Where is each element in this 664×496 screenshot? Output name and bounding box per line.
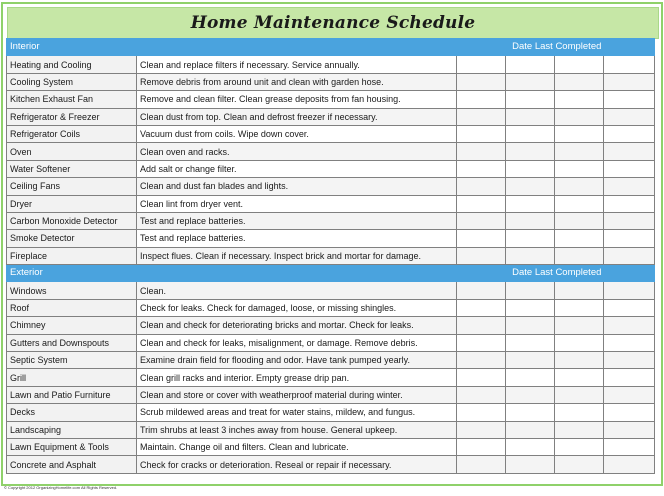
date-completed-cell[interactable]: [604, 143, 655, 160]
date-completed-cell[interactable]: [555, 456, 604, 473]
date-completed-cell[interactable]: [457, 125, 506, 142]
item-name: Lawn Equipment & Tools: [7, 438, 137, 455]
date-completed-cell[interactable]: [604, 108, 655, 125]
table-row: [7, 56, 655, 73]
item-name: Dryer: [7, 195, 137, 212]
table-row: [7, 352, 655, 369]
date-completed-cell[interactable]: [555, 282, 604, 299]
item-name: Windows: [7, 282, 137, 299]
table-row: [7, 404, 655, 421]
task-description: Clean grill racks and interior. Empty grease drip pan.: [137, 369, 457, 386]
task-description: Remove and clean filter. Clean grease deposits from fan housing.: [137, 91, 457, 108]
date-completed-cell[interactable]: [457, 317, 506, 334]
date-completed-cell[interactable]: [555, 230, 604, 247]
date-completed-cell[interactable]: [457, 299, 506, 316]
task-description: Check for leaks. Check for damaged, loose, or missing shingles.: [137, 299, 457, 316]
item-name: Cooling System: [7, 73, 137, 90]
date-completed-cell[interactable]: [555, 247, 604, 264]
table-row: [7, 317, 655, 334]
task-description: Vacuum dust from coils. Wipe down cover.: [137, 125, 457, 142]
date-completed-cell[interactable]: [457, 73, 506, 90]
date-completed-cell[interactable]: [555, 334, 604, 351]
task-description: Scrub mildewed areas and treat for water stains, mildew, and fungus.: [137, 404, 457, 421]
date-completed-cell[interactable]: [506, 386, 555, 403]
date-completed-cell[interactable]: [604, 195, 655, 212]
section-label: Exterior: [7, 265, 457, 282]
date-completed-cell[interactable]: [555, 386, 604, 403]
date-completed-cell[interactable]: [457, 386, 506, 403]
date-completed-cell[interactable]: [506, 247, 555, 264]
item-name: Lawn and Patio Furniture: [7, 386, 137, 403]
date-completed-cell[interactable]: [604, 56, 655, 73]
date-completed-cell[interactable]: [555, 369, 604, 386]
table-row: [7, 91, 655, 108]
date-completed-cell[interactable]: [555, 438, 604, 455]
date-completed-cell[interactable]: [604, 334, 655, 351]
date-completed-cell[interactable]: [604, 404, 655, 421]
task-description: Check for cracks or deterioration. Reseal or repair if necessary.: [137, 456, 457, 473]
date-completed-cell[interactable]: [457, 247, 506, 264]
date-completed-cell[interactable]: [457, 230, 506, 247]
date-completed-cell[interactable]: [555, 108, 604, 125]
date-completed-cell[interactable]: [604, 247, 655, 264]
title-bar: [7, 7, 659, 39]
table-row: [7, 386, 655, 403]
date-completed-cell[interactable]: [604, 73, 655, 90]
date-completed-cell[interactable]: [506, 352, 555, 369]
item-name: Kitchen Exhaust Fan: [7, 91, 137, 108]
item-name: Ceiling Fans: [7, 178, 137, 195]
item-name: Refrigerator & Freezer: [7, 108, 137, 125]
date-completed-cell[interactable]: [457, 91, 506, 108]
date-completed-cell[interactable]: [604, 317, 655, 334]
date-completed-cell[interactable]: [555, 195, 604, 212]
date-completed-cell[interactable]: [604, 421, 655, 438]
table-row: [7, 125, 655, 142]
date-completed-cell[interactable]: [604, 299, 655, 316]
date-completed-cell[interactable]: [506, 421, 555, 438]
item-name: Smoke Detector: [7, 230, 137, 247]
date-completed-cell[interactable]: [506, 404, 555, 421]
table-row: [7, 160, 655, 177]
date-completed-cell[interactable]: [604, 386, 655, 403]
date-completed-cell[interactable]: [555, 212, 604, 229]
date-completed-cell[interactable]: [457, 369, 506, 386]
item-name: Oven: [7, 143, 137, 160]
table-row: [7, 334, 655, 351]
date-completed-cell[interactable]: [506, 317, 555, 334]
date-completed-cell[interactable]: [506, 108, 555, 125]
task-description: Test and replace batteries.: [137, 230, 457, 247]
table-row: [7, 195, 655, 212]
table-row: [7, 212, 655, 229]
section-header-exterior: [7, 265, 655, 282]
date-completed-cell[interactable]: [555, 317, 604, 334]
task-description: Maintain. Change oil and filters. Clean and lubricate.: [137, 438, 457, 455]
date-completed-cell[interactable]: [506, 334, 555, 351]
date-completed-cell[interactable]: [506, 212, 555, 229]
item-name: Heating and Cooling: [7, 56, 137, 73]
date-completed-cell[interactable]: [457, 421, 506, 438]
date-completed-cell[interactable]: [555, 125, 604, 142]
date-completed-cell[interactable]: [506, 160, 555, 177]
date-completed-cell[interactable]: [604, 178, 655, 195]
date-completed-cell[interactable]: [604, 160, 655, 177]
table-row: [7, 282, 655, 299]
date-completed-cell[interactable]: [457, 178, 506, 195]
date-completed-cell[interactable]: [457, 143, 506, 160]
date-completed-cell[interactable]: [506, 282, 555, 299]
date-completed-cell[interactable]: [555, 56, 604, 73]
item-name: Septic System: [7, 352, 137, 369]
table-row: [7, 178, 655, 195]
item-name: Chimney: [7, 317, 137, 334]
date-completed-cell[interactable]: [506, 299, 555, 316]
date-completed-cell[interactable]: [555, 299, 604, 316]
item-name: Grill: [7, 369, 137, 386]
date-completed-cell[interactable]: [555, 73, 604, 90]
task-description: Clean and replace filters if necessary. Service annually.: [137, 56, 457, 73]
date-completed-cell[interactable]: [506, 456, 555, 473]
date-completed-cell[interactable]: [555, 352, 604, 369]
date-completed-cell[interactable]: [604, 282, 655, 299]
item-name: Carbon Monoxide Detector: [7, 212, 137, 229]
item-name: Landscaping: [7, 421, 137, 438]
task-description: Add salt or change filter.: [137, 160, 457, 177]
table-row: [7, 108, 655, 125]
date-completed-cell[interactable]: [604, 352, 655, 369]
task-description: Clean dust from top. Clean and defrost freezer if necessary.: [137, 108, 457, 125]
item-name: Refrigerator Coils: [7, 125, 137, 142]
date-completed-cell[interactable]: [506, 143, 555, 160]
table-row: [7, 438, 655, 455]
date-completed-cell[interactable]: [457, 334, 506, 351]
item-name: Gutters and Downspouts: [7, 334, 137, 351]
task-description: Clean.: [137, 282, 457, 299]
maintenance-table: [6, 38, 655, 474]
date-completed-cell[interactable]: [506, 91, 555, 108]
date-last-completed-header: Date Last Completed: [457, 39, 655, 56]
date-completed-cell[interactable]: [457, 438, 506, 455]
date-completed-cell[interactable]: [506, 438, 555, 455]
task-description: Clean and check for deteriorating bricks and mortar. Check for leaks.: [137, 317, 457, 334]
date-completed-cell[interactable]: [555, 178, 604, 195]
date-completed-cell[interactable]: [457, 282, 506, 299]
task-description: Clean and dust fan blades and lights.: [137, 178, 457, 195]
date-completed-cell[interactable]: [506, 56, 555, 73]
date-completed-cell[interactable]: [555, 421, 604, 438]
task-description: Inspect flues. Clean if necessary. Inspect brick and mortar for damage.: [137, 247, 457, 264]
item-name: Roof: [7, 299, 137, 316]
date-completed-cell[interactable]: [604, 212, 655, 229]
task-description: Remove debris from around unit and clean with garden hose.: [137, 73, 457, 90]
date-completed-cell[interactable]: [457, 195, 506, 212]
date-completed-cell[interactable]: [604, 230, 655, 247]
date-completed-cell[interactable]: [506, 178, 555, 195]
date-completed-cell[interactable]: [457, 352, 506, 369]
date-completed-cell[interactable]: [555, 404, 604, 421]
task-description: Clean and store or cover with weatherproof material during winter.: [137, 386, 457, 403]
item-name: Water Softener: [7, 160, 137, 177]
date-completed-cell[interactable]: [506, 73, 555, 90]
task-description: Clean oven and racks.: [137, 143, 457, 160]
date-completed-cell[interactable]: [555, 143, 604, 160]
table-row: [7, 247, 655, 264]
task-description: Examine drain field for flooding and odor. Have tank pumped yearly.: [137, 352, 457, 369]
date-completed-cell[interactable]: [457, 56, 506, 73]
date-completed-cell[interactable]: [506, 195, 555, 212]
date-completed-cell[interactable]: [555, 160, 604, 177]
item-name: Fireplace: [7, 247, 137, 264]
section-header-interior: [7, 39, 655, 56]
item-name: Decks: [7, 404, 137, 421]
task-description: Trim shrubs at least 3 inches away from house. General upkeep.: [137, 421, 457, 438]
date-completed-cell[interactable]: [604, 369, 655, 386]
date-completed-cell[interactable]: [604, 91, 655, 108]
page-title: Home Maintenance Schedule: [190, 13, 476, 33]
section-label: Interior: [7, 39, 457, 56]
table-row: [7, 73, 655, 90]
table-row: [7, 230, 655, 247]
date-completed-cell[interactable]: [506, 230, 555, 247]
table-row: [7, 369, 655, 386]
date-completed-cell[interactable]: [506, 369, 555, 386]
task-description: Clean and check for leaks, misalignment, or damage. Remove debris.: [137, 334, 457, 351]
copyright-notice: © Copyright 2012 OrganizingHomelife.com All Rights Reserved.: [4, 485, 118, 490]
table-row: [7, 421, 655, 438]
date-completed-cell[interactable]: [604, 438, 655, 455]
date-completed-cell[interactable]: [457, 404, 506, 421]
date-completed-cell[interactable]: [506, 125, 555, 142]
date-completed-cell[interactable]: [555, 91, 604, 108]
table-row: [7, 299, 655, 316]
task-description: Clean lint from dryer vent.: [137, 195, 457, 212]
date-last-completed-header: Date Last Completed: [457, 265, 655, 282]
item-name: Concrete and Asphalt: [7, 456, 137, 473]
date-completed-cell[interactable]: [457, 456, 506, 473]
date-completed-cell[interactable]: [604, 125, 655, 142]
task-description: Test and replace batteries.: [137, 212, 457, 229]
date-completed-cell[interactable]: [457, 160, 506, 177]
date-completed-cell[interactable]: [604, 456, 655, 473]
table-row: [7, 456, 655, 473]
date-completed-cell[interactable]: [457, 108, 506, 125]
date-completed-cell[interactable]: [457, 212, 506, 229]
table-row: [7, 143, 655, 160]
